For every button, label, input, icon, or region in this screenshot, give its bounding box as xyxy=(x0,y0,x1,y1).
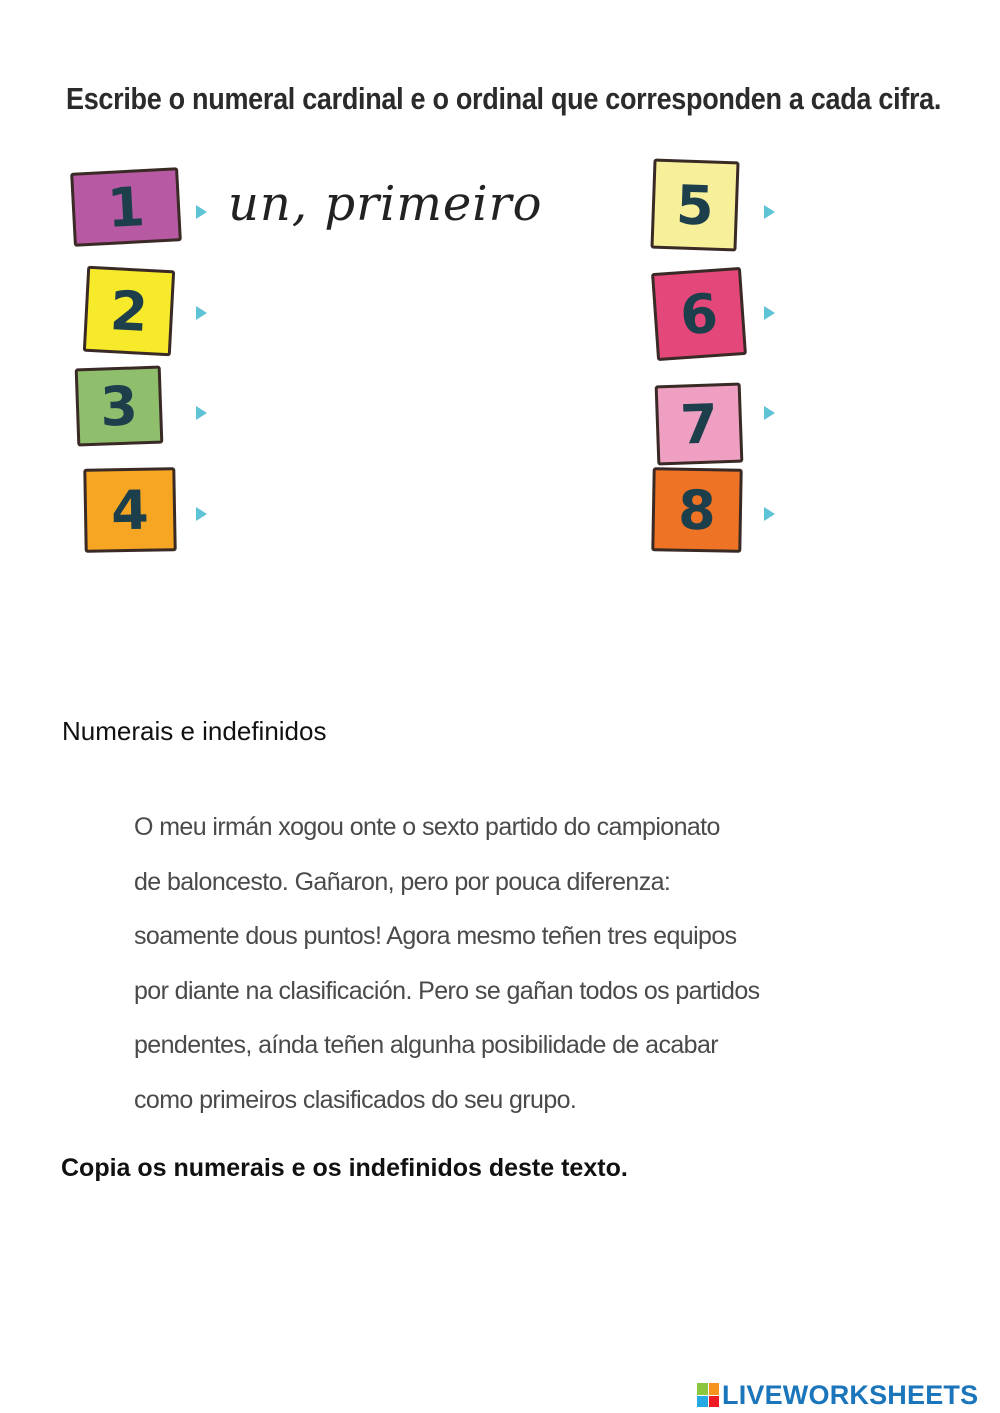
tile-digit: 1 xyxy=(105,174,147,240)
logo-icon xyxy=(697,1383,719,1407)
number-tile-8 xyxy=(651,467,742,553)
number-tile-6 xyxy=(651,267,747,361)
passage-line: O meu irmán xogou onte o sexto partido do campionato xyxy=(134,813,720,841)
passage-line: pendentes, aínda teñen algunha posibilidade de acabar xyxy=(134,1031,718,1059)
task-instruction: Copia os numerais e os indefinidos deste texto. xyxy=(61,1154,628,1182)
passage-line: soamente dous puntos! Agora mesmo teñen tres equipos xyxy=(134,922,737,950)
number-tile-7 xyxy=(655,383,744,466)
reading-passage xyxy=(134,807,760,1134)
arrow-icon xyxy=(764,306,775,320)
arrow-icon xyxy=(764,205,775,219)
arrow-icon xyxy=(196,406,207,420)
section-title: Numerais e indefinidos xyxy=(62,716,327,746)
tile-digit: 2 xyxy=(108,278,150,344)
tile-digit: 7 xyxy=(679,391,719,457)
tile-digit: 5 xyxy=(675,172,715,238)
tile-digit: 3 xyxy=(99,373,139,439)
instruction-heading: Escribe o numeral cardinal e o ordinal que corresponden a cada cifra. xyxy=(66,82,942,116)
number-tile-3 xyxy=(75,366,164,447)
arrow-icon xyxy=(764,507,775,521)
arrow-icon xyxy=(196,205,207,219)
tile-digit: 8 xyxy=(677,478,717,542)
logo-text: LIVEWORKSHEETS xyxy=(722,1379,979,1410)
tile-digit: 4 xyxy=(110,478,150,542)
passage-line: como primeiros clasificados do seu grupo. xyxy=(134,1085,577,1114)
number-tile-4 xyxy=(83,467,176,553)
number-tile-5 xyxy=(650,159,739,252)
passage-line: por diante na clasificación. Pero se gañan todos os partidos xyxy=(134,976,760,1005)
liveworksheets-logo xyxy=(697,1377,978,1413)
arrow-icon xyxy=(196,507,207,521)
passage-line: de baloncesto. Gañaron, pero por pouca diferenza: xyxy=(134,867,671,896)
number-tile-1 xyxy=(70,167,182,247)
tile-digit: 6 xyxy=(678,281,720,347)
example-answer: un, primeiro xyxy=(228,176,543,232)
arrow-icon xyxy=(764,406,775,420)
number-tile-2 xyxy=(83,266,175,356)
arrow-icon xyxy=(196,306,207,320)
